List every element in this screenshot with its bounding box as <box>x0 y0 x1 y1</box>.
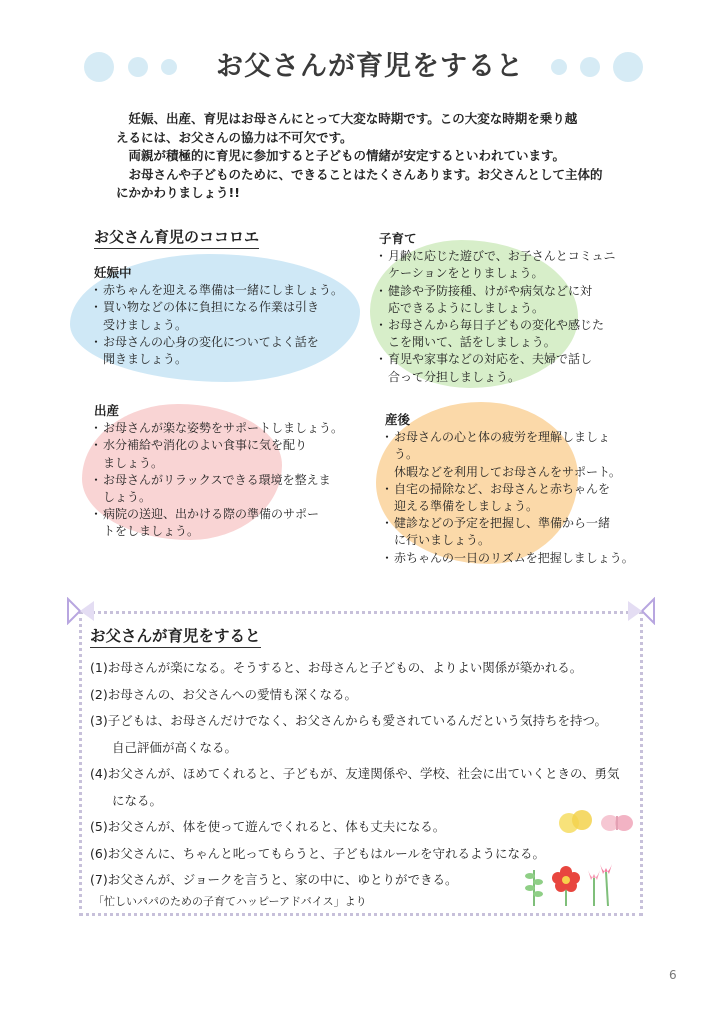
childcare-heading: 子育て <box>379 231 417 246</box>
list-item: ・ お母さんの心と体の疲労を理解しましょ う。 休暇などを利用してお母さんをサポート。 <box>385 429 665 481</box>
list-item: ・ 赤ちゃんの一日のリズムを把握しましょう。 <box>385 550 665 567</box>
intro-line: 両親が積極的に育児に参加すると子どもの情緒が安定するといわれています。 <box>116 148 566 164</box>
header-dot <box>161 59 177 75</box>
pregnancy-group <box>94 264 364 368</box>
list-item: ・ お母さんから毎日子どもの変化や感じた こを聞いて、話をしましょう。 <box>379 317 659 351</box>
list-item: ・ 赤ちゃんを迎える準備は一緒にしましょう。 <box>94 282 364 299</box>
pregnancy-heading: 妊娠中 <box>94 265 132 280</box>
list-item: (5)お父さんが、体を使って遊んでくれると、体も丈夫になる。 <box>90 819 446 834</box>
list-item: 自己評価が高くなる。 <box>112 739 238 755</box>
list-item: ・ 健診や予防接種、けがや病気などに対 応できるようにしましょう。 <box>379 283 659 317</box>
list-item: ・ お母さんの心身の変化についてよく話を 聞きましょう。 <box>94 334 364 368</box>
butterfly-icon <box>600 812 634 834</box>
section-title: お父さん育児のココロエ <box>94 226 259 249</box>
intro-text <box>116 110 636 203</box>
list-item: ・ お母さんが楽な姿勢をサポートしましょう。 <box>94 420 364 437</box>
list-item: (4)お父さんが、ほめてくれると、子どもが、友達関係や、学校、社会に出ていくときの、勇気 <box>90 766 620 781</box>
header-dot <box>580 57 600 77</box>
source-citation: 「忙しいパパのための子育てハッピーアドバイス」より <box>93 895 367 908</box>
intro-line: お母さんや子どものために、できることはたくさんあります。お父さんとして主体的 <box>116 166 603 182</box>
list-item: ・ 健診などの予定を把握し、準備から一緒 に行いましょう。 <box>385 515 665 549</box>
list-item: (3)子どもは、お母さんだけでなく、お父さんからも愛されているんだという気持ちを持つ。 <box>90 713 607 728</box>
list-item: ・ 水分補給や消化のよい食事に気を配り ましょう。 <box>94 437 364 471</box>
intro-line: 妊娠、出産、育児はお母さんにとって大変な時期です。この大変な時期を乗り越 <box>116 111 578 126</box>
ribbon-right-icon <box>626 597 656 625</box>
page-number: 6 <box>669 968 677 982</box>
header-dot <box>128 57 148 77</box>
intro-line: えるには、お父さんの協力は不可欠です。 <box>116 129 353 145</box>
header-dot <box>613 52 643 82</box>
list-item: ・ 自宅の掃除など、お母さんと赤ちゃんを 迎える準備をしましょう。 <box>385 481 665 515</box>
list-item: ・ 月齢に応じた遊びで、お子さんとコミュニ ケーションをとりましょう。 <box>379 248 659 282</box>
list-item: (2)お母さんの、お父さんへの愛情も深くなる。 <box>90 686 357 702</box>
list-item: (6)お父さんに、ちゃんと叱ってもらうと、子どもはルールを守れるようになる。 <box>90 845 545 861</box>
birth-group <box>94 402 364 541</box>
list-item: ・ 育児や家事などの対応を、夫婦で話し 合って分担しましょう。 <box>379 351 659 385</box>
page-title: お父さんが育児をすると <box>216 51 524 82</box>
yellow-circles-icon <box>558 808 594 836</box>
header-dot <box>84 52 114 82</box>
header-dot <box>551 59 567 75</box>
childcare-group <box>379 230 659 386</box>
list-item: ・ 病院の送迎、出かける際の準備のサポー トをしましょう。 <box>94 506 364 540</box>
effects-title: お父さんが育児をすると <box>90 624 261 648</box>
intro-line: にかかわりましょう!! <box>116 185 240 201</box>
list-item: (7)お父さんが、ジョークを言うと、家の中に、ゆとりができる。 <box>90 872 458 887</box>
flowers-icon <box>522 856 622 908</box>
birth-heading: 出産 <box>94 403 120 418</box>
list-item: になる。 <box>112 792 163 808</box>
postpartum-group <box>385 411 665 567</box>
ribbon-left-icon <box>66 597 96 625</box>
list-item: (1)お母さんが楽になる。そうすると、お母さんと子どもの、よりよい関係が築かれる。 <box>90 660 583 675</box>
list-item: ・ 買い物などの体に負担になる作業は引き 受けましょう。 <box>94 299 364 333</box>
postpartum-heading: 産後 <box>385 412 411 427</box>
list-item: ・ お母さんがリラックスできる環境を整えま しょう。 <box>94 472 364 506</box>
